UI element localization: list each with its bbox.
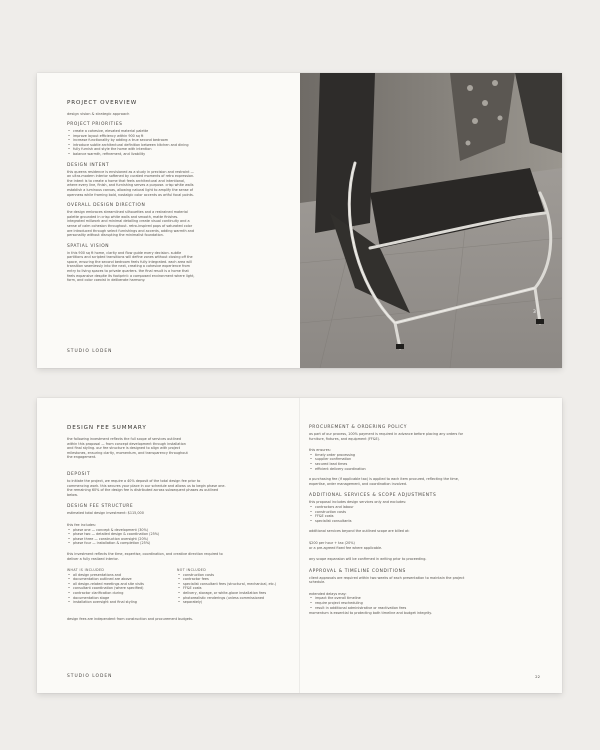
overview-title: PROJECT OVERVIEW <box>67 100 138 106</box>
studio-footer: STUDIO LODEN <box>67 674 113 679</box>
purchasing-fee-paragraph: a purchasing fee (if applicable tax) is applied to each item procured, reflecting the time, expertise, order management, and coordination involved. <box>309 477 459 486</box>
rate-text: $200 per hour + tax (20%) or a pre-agreed fixed fee where applicable. <box>309 540 383 550</box>
additional-intro: this proposal includes design services only and excludes: <box>309 500 407 505</box>
list-item: • FF&E costs <box>315 514 540 519</box>
spatial-paragraph: in this 900 sq ft home, clarity and flow guide every decision. subtle partitions and scripted transitions will define zones without closing off the space, ensuring the second bedroom feels fully integrated. each area will transition seamlessly into the next, creating a cohesive experience from entry to living spaces to private quarters. the final result is a home that feels expansive despite its footprint: a composed environment where light, form, and color coexist in deliberate harmony. <box>67 250 195 283</box>
structure-summary: this investment reflects the time, expertise, coordination, and creative direction required to deliver a fully realized interior. <box>67 551 223 561</box>
fee-summary-page <box>37 398 299 693</box>
deposit-paragraph: to initiate the project, we require a 40% deposit of the total design fee prior to commencing work. this secures your place in our schedule and allows us to begin phase one. the remaining 60% of the design fee is distributed across subsequent phases as outlined below. <box>67 478 226 497</box>
list-item: • fully furnish and style the home with intention <box>73 147 300 152</box>
list-item: • introduce subtle architectural definition between kitchen and dining <box>73 143 300 148</box>
direction-paragraph: the design embraces streamlined silhouettes and a restrained material palette grounded in crisp white walls and smooth, matte finishes. integrated millwork and minimal detailing create visual continuity and a sense of calm cohesion throughout. retro-inspired pops of saturated color are introduced through select furnishings and accents, adding warmth and personality without disrupting the minimalist foundation. <box>67 210 195 238</box>
direction-heading: OVERALL DESIGN DIRECTION <box>67 203 146 209</box>
list-item: • balance warmth, refinement, and livability <box>73 152 300 157</box>
closing-text: momentum is essential to protecting both timeline and budget integrity. <box>309 611 432 616</box>
list-item: • specialist consultants <box>315 519 540 524</box>
list-item: • secured lead times <box>315 462 540 467</box>
top-page-number: 3 <box>533 310 536 315</box>
deposit-heading: DEPOSIT <box>67 471 91 477</box>
list-item: • installation oversight and final styling <box>73 600 167 605</box>
list-item: • result in additional administrative or reactivation fees <box>315 606 540 611</box>
list-item: • improve layout efficiency within 900 sq ft <box>73 134 300 139</box>
fee-note: design fees are independent from construction and procurement budgets. <box>67 616 193 621</box>
list-item: • all design presentations and <box>73 573 167 578</box>
list-item: • construction costs <box>315 510 540 515</box>
billing-text: additional services beyond the outlined scope are billed at: <box>309 529 410 534</box>
chair-photo-illustration <box>300 73 562 368</box>
list-item: • documentation outlined are above <box>73 577 167 582</box>
procurement-heading: PROCUREMENT & ORDERING POLICY <box>309 425 408 430</box>
structure-heading: DESIGN FEE STRUCTURE <box>67 504 134 510</box>
list-item: • phase three — construction oversight (20%) <box>73 537 285 542</box>
list-item: • all design-related meetings and site visits <box>73 582 167 587</box>
fee-intro: the following investment reflects the full scope of services outlined within this proposal — from concept development through installation and final styling. our fee structure is designed to align with project milestones, ensuring clarity, momentum, and transparency throughout the engagement. <box>67 437 188 460</box>
overview-page <box>37 73 300 368</box>
list-item: • FF&E costs <box>183 586 277 591</box>
list-item: • phase four — installation & completion (25%) <box>73 541 285 546</box>
ensures-list <box>309 453 540 471</box>
additional-heading: ADDITIONAL SERVICES & SCOPE ADJUSTMENTS <box>309 493 437 499</box>
list-item: • delivery, storage, or white-glove installation fees <box>183 591 277 596</box>
confirm-text: any scope expansion will be confirmed in writing prior to proceeding. <box>309 557 427 562</box>
fee-summary-title: DESIGN FEE SUMMARY <box>67 425 147 431</box>
policy-page <box>299 398 562 693</box>
approval-heading: APPROVAL & TIMELINE CONDITIONS <box>309 568 406 574</box>
phase-list <box>67 528 285 546</box>
list-item: • construction costs <box>183 573 277 578</box>
list-item: • phase one — concept & development (30%) <box>73 528 285 533</box>
intent-paragraph: this queens residence is envisioned as a study in precision and restraint — an ultra-modern interior softened by curated moments of retro expression. the intent is to create a home that feels architectural and intentional, where every line, finish, and furnishing serves a purpose. crisp white walls establish a luminous canvas, allowing natural light to amplify the sense of openness while framing bold, nostalgic color accents as artful focal points. <box>67 169 195 197</box>
delays-list <box>309 596 540 610</box>
top-spread <box>37 73 562 368</box>
list-item: • specialist consultant fees (structural, mechanical, etc.) <box>183 582 277 587</box>
spatial-heading: SPATIAL VISION <box>67 243 110 249</box>
procurement-paragraph: as part of our process, 100% payment is required in advance before placing any orders for furniture, fixtures, and equipment (FF&E). <box>309 432 464 441</box>
not-included-column <box>177 568 277 611</box>
list-item: • contractors and labour <box>315 505 540 510</box>
list-item: • efficient delivery coordination <box>315 467 540 472</box>
list-item: • separately) <box>183 600 277 605</box>
list-item: • contractor fees <box>183 577 277 582</box>
list-item: • create a cohesive, elevated material palette <box>73 129 300 134</box>
bottom-spread <box>37 398 562 693</box>
overview-subtitle: design vision & strategic approach <box>67 112 130 116</box>
intent-heading: DESIGN INTENT <box>67 162 110 168</box>
list-item: • increase functionality by adding a true second bedroom <box>73 138 300 143</box>
included-column <box>67 568 167 611</box>
list-item: • impact the overall timeline <box>315 596 540 601</box>
list-item: • contractor clarification during <box>73 591 167 596</box>
ensures-label: this ensures: <box>309 448 331 453</box>
exclusions-list <box>309 505 540 523</box>
list-item: • documentation stage <box>73 596 167 601</box>
list-item: • require project rescheduling <box>315 601 540 606</box>
estimate-text: estimated total design investment: $115,000 <box>67 511 144 516</box>
not-included-heading: NOT INCLUDED <box>177 568 207 573</box>
list-item: • timely order processing <box>315 453 540 458</box>
studio-footer: STUDIO LODEN <box>67 349 113 354</box>
approval-paragraph: client approvals are required within two weeks of each presentation to maintain the project schedule. <box>309 575 465 585</box>
not-included-list <box>177 573 277 605</box>
delays-label: extended delays may: <box>309 591 347 596</box>
list-item: • supplier confirmation <box>315 457 540 462</box>
included-list <box>67 573 167 605</box>
list-item: • consultant coordination (where specified) <box>73 586 167 591</box>
priorities-heading: PROJECT PRIORITIES <box>67 122 123 127</box>
list-item: • phase two — detailed design & coordination (25%) <box>73 532 285 537</box>
priorities-list <box>67 129 300 157</box>
includes-label: this fee includes: <box>67 522 96 527</box>
bottom-page-number: 22 <box>535 674 540 679</box>
inclusion-columns <box>67 568 277 611</box>
chair-photo <box>300 73 562 368</box>
list-item: • photorealistic renderings (unless commissioned <box>183 596 277 601</box>
included-heading: WHAT IS INCLUDED <box>67 568 105 573</box>
